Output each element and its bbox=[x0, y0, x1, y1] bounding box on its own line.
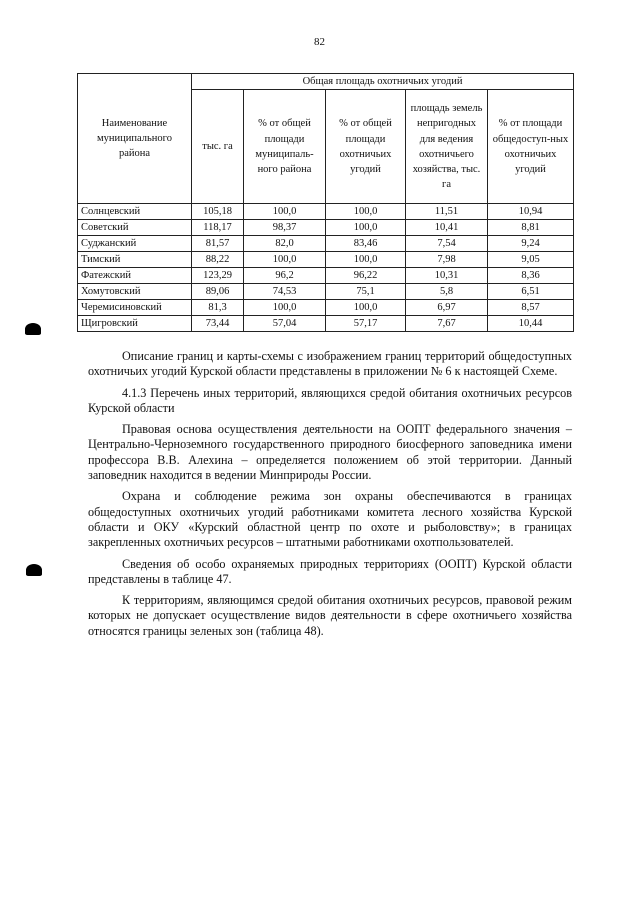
value-cell: 96,22 bbox=[326, 268, 406, 284]
value-cell: 5,8 bbox=[406, 284, 488, 300]
value-cell: 100,0 bbox=[244, 252, 326, 268]
value-cell: 8,36 bbox=[488, 268, 574, 284]
district-name-cell: Щигровский bbox=[78, 316, 192, 332]
value-cell: 96,2 bbox=[244, 268, 326, 284]
table-body bbox=[78, 204, 574, 332]
value-cell: 100,0 bbox=[326, 252, 406, 268]
section-heading: 4.1.3 Перечень иных территорий, являющихся средой обитания охотничьих ресурсов Курской области bbox=[88, 385, 572, 415]
table-row bbox=[78, 300, 574, 316]
header-col-2: % от общей площади муниципаль-ного района bbox=[244, 90, 326, 204]
header-col-1: тыс. га bbox=[192, 90, 244, 204]
body-text bbox=[88, 349, 572, 645]
value-cell: 73,44 bbox=[192, 316, 244, 332]
value-cell: 8,81 bbox=[488, 220, 574, 236]
value-cell: 83,46 bbox=[326, 236, 406, 252]
table-row bbox=[78, 284, 574, 300]
value-cell: 82,0 bbox=[244, 236, 326, 252]
district-name-cell: Суджанский bbox=[78, 236, 192, 252]
value-cell: 8,57 bbox=[488, 300, 574, 316]
value-cell: 11,51 bbox=[406, 204, 488, 220]
table-row bbox=[78, 316, 574, 332]
table-row bbox=[78, 252, 574, 268]
value-cell: 10,31 bbox=[406, 268, 488, 284]
value-cell: 118,17 bbox=[192, 220, 244, 236]
value-cell: 98,37 bbox=[244, 220, 326, 236]
header-col-5: % от площади общедоступ-ных охотничьих угодий bbox=[488, 90, 574, 204]
district-name-cell: Советский bbox=[78, 220, 192, 236]
value-cell: 57,17 bbox=[326, 316, 406, 332]
district-name-cell: Солнцевский bbox=[78, 204, 192, 220]
value-cell: 6,51 bbox=[488, 284, 574, 300]
value-cell: 88,22 bbox=[192, 252, 244, 268]
value-cell: 100,0 bbox=[244, 300, 326, 316]
header-col-3: % от общей площади охотничьих угодий bbox=[326, 90, 406, 204]
table-row bbox=[78, 268, 574, 284]
district-name-cell: Тимский bbox=[78, 252, 192, 268]
value-cell: 10,41 bbox=[406, 220, 488, 236]
value-cell: 100,0 bbox=[326, 300, 406, 316]
header-total-area: Общая площадь охотничьих угодий bbox=[192, 74, 574, 90]
table-row bbox=[78, 204, 574, 220]
header-district-name: Наименование муниципального района bbox=[78, 74, 192, 204]
value-cell: 123,29 bbox=[192, 268, 244, 284]
paragraph: Описание границ и карты-схемы с изображением границ территорий общедоступных охотничьих угодий Курской области представлены в приложении № 6 к настоящей Схеме. bbox=[88, 349, 572, 379]
value-cell: 57,04 bbox=[244, 316, 326, 332]
district-name-cell: Черемисиновский bbox=[78, 300, 192, 316]
paragraph: К территориям, являющимся средой обитания охотничьих ресурсов, правовой режим которых не допускает осуществление видов деятельности в сфере охотничьего хозяйства относятся границы зеленых зон (таблица 48). bbox=[88, 593, 572, 638]
value-cell: 10,94 bbox=[488, 204, 574, 220]
paragraph: Охрана и соблюдение режима зон охраны обеспечиваются в границах общедоступных охотничьих угодий работниками комитета лесного хозяйства Курской области и ОКУ «Курский областной центр по охоте и рыболовству»; в границах закрепленных охотничьих ресурсов – штатными работниками охотпользователей. bbox=[88, 489, 572, 550]
binder-hole-mark bbox=[25, 323, 41, 335]
value-cell: 74,53 bbox=[244, 284, 326, 300]
district-name-cell: Хомутовский bbox=[78, 284, 192, 300]
value-cell: 7,54 bbox=[406, 236, 488, 252]
value-cell: 9,05 bbox=[488, 252, 574, 268]
value-cell: 9,24 bbox=[488, 236, 574, 252]
table-row bbox=[78, 220, 574, 236]
table-row bbox=[78, 236, 574, 252]
value-cell: 100,0 bbox=[326, 204, 406, 220]
value-cell: 6,97 bbox=[406, 300, 488, 316]
value-cell: 105,18 bbox=[192, 204, 244, 220]
page-number: 82 bbox=[314, 36, 325, 48]
hunting-grounds-table bbox=[77, 73, 574, 332]
value-cell: 75,1 bbox=[326, 284, 406, 300]
value-cell: 81,57 bbox=[192, 236, 244, 252]
value-cell: 100,0 bbox=[244, 204, 326, 220]
header-col-4: площадь земель непригодных для ведения охотничьего хозяйства, тыс. га bbox=[406, 90, 488, 204]
paragraph: Сведения об особо охраняемых природных территориях (ООПТ) Курской области представлены в таблице 47. bbox=[88, 556, 572, 586]
district-name-cell: Фатежский bbox=[78, 268, 192, 284]
value-cell: 7,67 bbox=[406, 316, 488, 332]
value-cell: 81,3 bbox=[192, 300, 244, 316]
value-cell: 89,06 bbox=[192, 284, 244, 300]
value-cell: 100,0 bbox=[326, 220, 406, 236]
value-cell: 10,44 bbox=[488, 316, 574, 332]
paragraph: Правовая основа осуществления деятельности на ООПТ федерального значения – Центрально-Черноземного государственного природного биосферного заповедника имени профессора В.В. Алехина – определяется положением об этой территории. Данный заповедник находится в ведении Минприроды России. bbox=[88, 422, 572, 483]
binder-hole-mark bbox=[26, 564, 42, 576]
value-cell: 7,98 bbox=[406, 252, 488, 268]
